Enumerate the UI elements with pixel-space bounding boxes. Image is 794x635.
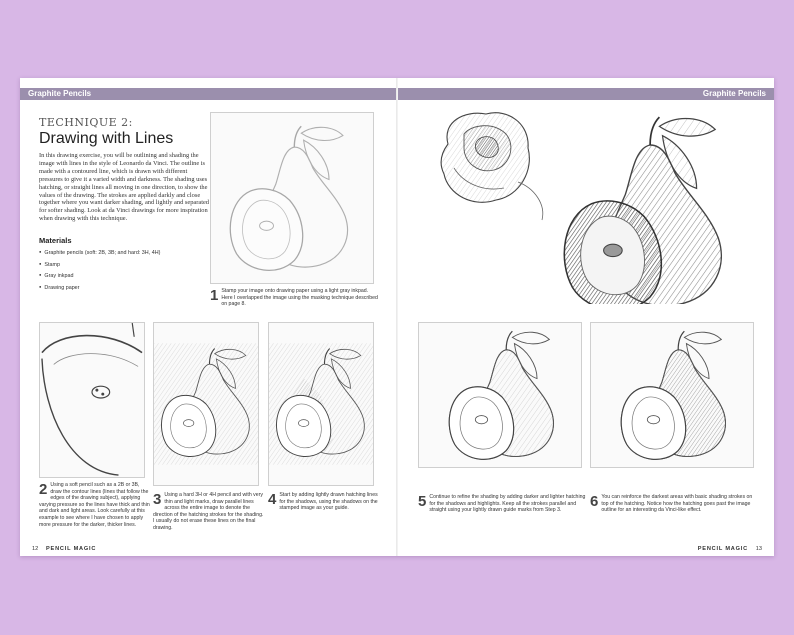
step-number: 5 bbox=[418, 493, 427, 510]
step-text: Continue to refine the shading by adding darker and lighter hatching for the shadows and highlights. Keep all the strokes parallel and straight using your lightly drawn guide marks from Step 3. bbox=[429, 494, 586, 514]
step-text: Stamp your image onto drawing paper using a light gray inkpad. Here I overlapped the image using the masking technique described on page 8. bbox=[221, 288, 378, 308]
step-3-illustration bbox=[153, 322, 259, 486]
materials-list bbox=[39, 249, 160, 295]
footer-right bbox=[698, 546, 762, 552]
materials-item: ● Drawing paper bbox=[39, 284, 160, 291]
hero-illustration bbox=[424, 104, 760, 304]
step-5-illustration bbox=[418, 322, 582, 468]
materials-item: ● Stamp bbox=[39, 261, 160, 268]
step-1-illustration bbox=[210, 112, 374, 284]
book-gutter bbox=[396, 78, 398, 556]
step-text: You can reinforce the darkest areas with basic shading strokes on top of the hatching. Notice how the hatching goes past the image outline for an interesting da Vinci-like effect. bbox=[601, 494, 753, 514]
section-header-right bbox=[398, 88, 774, 100]
intro-paragraph: In this drawing exercise, you will be outlining and shading the image with lines in the style of Leonardo da Vinci. The outline is made with a contoured line, which is drawn with different pressures to give it a varied width and darkness. The shading uses hatching, or straight lines all moving in one direction, to show the values of the drawing. The strokes are applied darkly and close together where you want darker shading, and lightly and separated for softer shading. Look at da Vinci drawings for more inspiration when drawing with this technique. bbox=[39, 152, 210, 223]
step-text: Using a soft pencil such as a 2B or 3B, draw the contour lines (lines that follow the edges of the drawing subject), applying varying pressure so the lines have thick and thin and dark and light areas. Look carefully at this example to see where I have chosen to apply more pressure for the darker, thicker lines. bbox=[39, 482, 150, 528]
footer-left bbox=[32, 546, 96, 552]
footer-book-title-left: PENCIL MAGIC bbox=[46, 546, 97, 552]
rose-drawing bbox=[441, 113, 543, 220]
step-1-caption bbox=[210, 288, 380, 308]
pears-drawing bbox=[564, 117, 721, 304]
page-number-right: 13 bbox=[755, 546, 762, 552]
step-4-caption bbox=[268, 492, 380, 512]
step-6-caption bbox=[590, 494, 758, 514]
step-number: 1 bbox=[210, 287, 219, 304]
step-text: Start by adding lightly drawn hatching lines for the shadows, using the shadows on the stamped image as your guide. bbox=[279, 492, 378, 512]
step-number: 4 bbox=[268, 491, 277, 508]
materials-item: ● Gray inkpad bbox=[39, 272, 160, 279]
step-5-caption bbox=[418, 494, 586, 514]
step-number: 6 bbox=[590, 493, 599, 510]
materials-heading: Materials bbox=[39, 236, 72, 245]
step-4-illustration bbox=[268, 322, 374, 486]
step-number: 3 bbox=[153, 491, 162, 508]
step-number: 2 bbox=[39, 481, 48, 498]
footer-book-title-right: PENCIL MAGIC bbox=[697, 546, 748, 552]
section-title-left: Graphite Pencils bbox=[28, 89, 92, 98]
page-number-left: 12 bbox=[32, 546, 39, 552]
step-6-illustration bbox=[590, 322, 754, 468]
materials-item: ● Graphite pencils (soft: 2B, 3B; and hard: 3H, 4H) bbox=[39, 249, 160, 256]
technique-label: TECHNIQUE 2: bbox=[39, 116, 133, 129]
step-3-caption bbox=[153, 492, 265, 532]
step-text: Using a hard 3H or 4H pencil and with very thin and light marks, draw parallel lines across the entire image to denote the direction of the hatching strokes for the shading. I usually do not erase these lines on the final drawing. bbox=[153, 492, 264, 531]
section-header-left bbox=[20, 88, 396, 100]
page-title: Drawing with Lines bbox=[39, 130, 174, 147]
book-spread bbox=[20, 78, 774, 556]
step-2-illustration bbox=[39, 322, 145, 478]
section-title-right: Graphite Pencils bbox=[702, 89, 766, 98]
step-2-caption bbox=[39, 482, 151, 528]
